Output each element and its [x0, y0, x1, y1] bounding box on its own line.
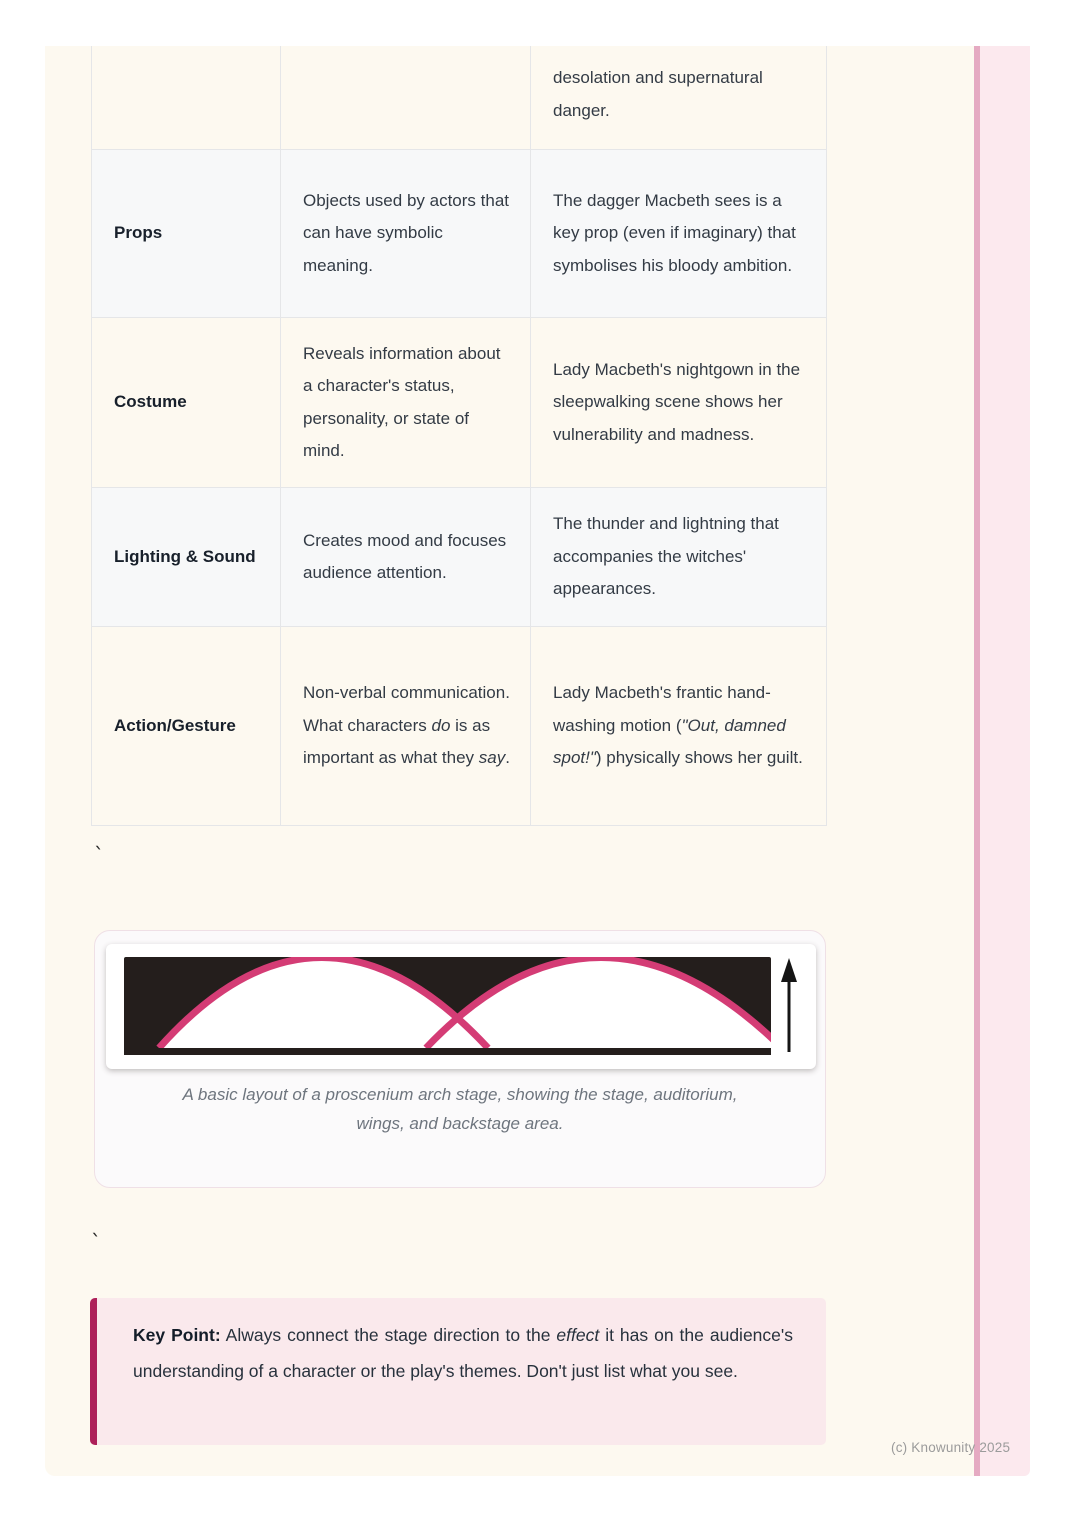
table-row — [92, 627, 827, 826]
figure-caption: A basic layout of a proscenium arch stage, showing the stage, auditorium, wings, and backstage area. — [182, 1085, 738, 1133]
term-cell: Costume — [92, 318, 281, 488]
stray-backtick: ` — [90, 1230, 103, 1254]
example-cell: Lady Macbeth's nightgown in the sleepwalking scene shows her vulnerability and madness. — [531, 318, 827, 488]
stage-diagram-image — [106, 944, 816, 1069]
term-cell — [92, 46, 281, 150]
up-arrow-icon — [781, 958, 797, 1052]
table-row — [92, 150, 827, 318]
definition-cell: Reveals information about a character's status, personality, or state of mind. — [281, 318, 531, 488]
example-cell: The dagger Macbeth sees is a key prop (even if imaginary) that symbolises his bloody ambition. — [531, 150, 827, 318]
page-edge-stripe — [974, 46, 1030, 1476]
term-cell: Lighting & Sound — [92, 488, 281, 627]
table-row — [92, 318, 827, 488]
example-cell: desolation and supernatural danger. — [531, 46, 827, 150]
term-cell: Action/Gesture — [92, 627, 281, 826]
stray-backtick: ` — [93, 843, 106, 867]
term-cell: Props — [92, 150, 281, 318]
key-point-callout: Key Point: Always connect the stage direction to the effect it has on the audience's understanding of a character or the play's themes. Don't just list what you see. — [90, 1298, 826, 1445]
stage-directions-table — [91, 46, 827, 826]
figure-card — [94, 930, 826, 1188]
definition-cell: Objects used by actors that can have symbolic meaning. — [281, 150, 531, 318]
example-cell: Lady Macbeth's frantic hand-washing motion ("Out, damned spot!") physically shows her guilt. — [531, 627, 827, 826]
table-row — [92, 488, 827, 627]
definition-cell: Creates mood and focuses audience attention. — [281, 488, 531, 627]
definition-cell: Non-verbal communication. What characters do is as important as what they say. — [281, 627, 531, 826]
copyright-text: (c) Knowunity 2025 — [891, 1440, 1011, 1455]
table-row — [92, 46, 827, 150]
example-cell: The thunder and lightning that accompanies the witches' appearances. — [531, 488, 827, 627]
definition-cell — [281, 46, 531, 150]
